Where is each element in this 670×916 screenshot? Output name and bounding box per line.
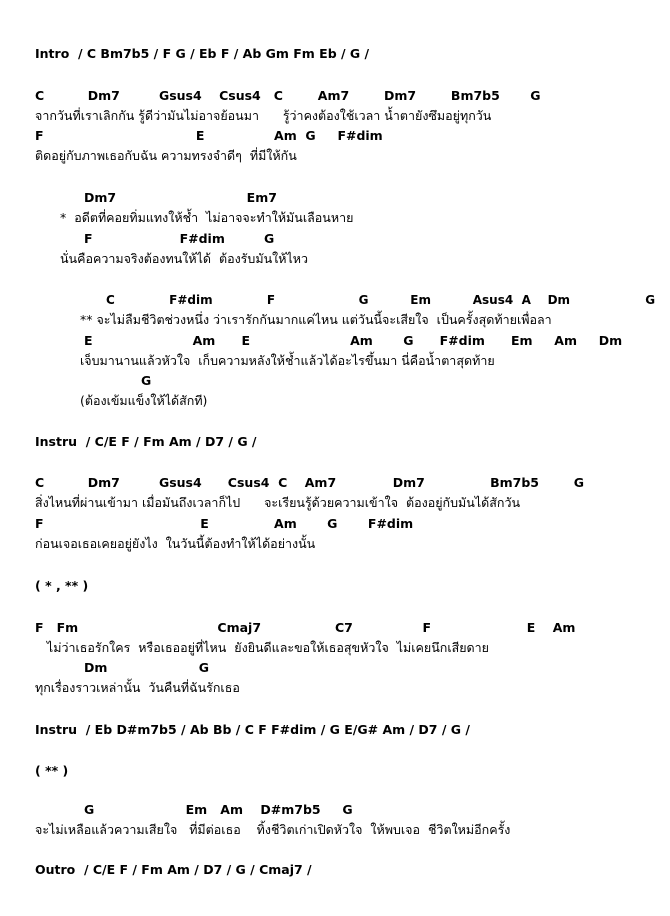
chord-line: F Fm Cmaj7 C7 F E Am <box>35 620 576 635</box>
chord-line: Dm G <box>84 660 210 675</box>
chord-line: C Dm7 Gsus4 Csus4 C Am7 Dm7 Bm7b5 G <box>35 88 541 103</box>
lyric-line: จากวันที่เราเลิกกัน รู้ดีว่ามันไม่อาจย้อนมา รู้ว่าคงต้องใช้เวลา น้ำตายังซึมอยู่ทุกวัน <box>35 108 492 123</box>
lyric-line: ทุกเรื่องราวเหล่านั้น วันคืนที่ฉันรักเธอ <box>35 680 240 695</box>
lyric-line: จะไม่เหลือแล้วความเสียใจ ที่มีต่อเธอ ทิ้งชีวิตเก่าเปิดหัวใจ ให้พบเจอ ชีวิตใหม่อีกครั้ง <box>35 822 511 837</box>
outro-line: Outro / C/E F / Fm Am / D7 / G / Cmaj7 / <box>35 862 312 877</box>
repeat-marker: ( ** ) <box>35 763 69 778</box>
chord-line: E Am E Am G F#dim Em Am Dm <box>84 333 623 348</box>
lyric-line: ก่อนเจอเธอเคยอยู่ยังไง ในวันนี้ต้องทำให้ได้อย่างนั้น <box>35 536 316 551</box>
chord-line: C F#dim F G Em Asus4 A Dm G <box>106 293 656 307</box>
chord-line: F F#dim G <box>84 231 275 246</box>
intro-line: Intro / C Bm7b5 / F G / Eb F / Ab Gm Fm Eb / G / <box>35 46 370 61</box>
chord-line: F E Am G F#dim <box>35 128 383 143</box>
chord-line: G Em Am D#m7b5 G <box>84 802 353 817</box>
chord-line: Dm7 Em7 <box>84 190 277 205</box>
lyric-line: (ต้องเข้มแข็งให้ได้สักที) <box>80 393 208 408</box>
instru-line: Instru / C/E F / Fm Am / D7 / G / <box>35 434 257 449</box>
lyric-line: สิ่งไหนที่ผ่านเข้ามา เมื่อมันถึงเวลาก็ไป จะเรียนรู้ด้วยความเข้าใจ ต้องอยู่กับมันได้สักวัน <box>35 495 521 510</box>
lyric-line: ติดอยู่กับภาพเธอกับฉัน ความทรงจำดีๆ ที่มีให้กัน <box>35 148 297 163</box>
lyric-line: ไม่ว่าเธอรักใคร หรือเธออยู่ที่ไหน ยังยินดีและขอให้เธอสุขหัวใจ ไม่เคยนึกเสียดาย <box>35 640 490 655</box>
repeat-marker: ( * , ** ) <box>35 578 89 593</box>
chord-line: G <box>141 373 152 388</box>
chord-line: F E Am G F#dim <box>35 516 414 531</box>
instru-line: Instru / Eb D#m7b5 / Ab Bb / C F F#dim / G E/G# Am / D7 / G / <box>35 722 470 737</box>
lyric-line: นั่นคือความจริงต้องทนให้ได้ ต้องรับมันให้ไหว <box>60 251 308 266</box>
chord-line: C Dm7 Gsus4 Csus4 C Am7 Dm7 Bm7b5 G <box>35 475 585 490</box>
lyric-line: * อดีตที่คอยทิ่มแทงให้ช้ำ ไม่อาจจะทำให้มันเลือนหาย <box>60 210 354 225</box>
lyric-line: ** จะไม่ลืมชีวิตช่วงหนึ่ง ว่าเรารักกันมากแค่ไหน แต่วันนี้จะเสียใจ เป็นครั้งสุดท้ายเพื่อลา <box>80 312 552 327</box>
lyric-line: เจ็บมานานแล้วหัวใจ เก็บความหลังให้ช้ำแล้วได้อะไรขึ้นมา นี่คือน้ำตาสุดท้าย <box>80 353 495 368</box>
